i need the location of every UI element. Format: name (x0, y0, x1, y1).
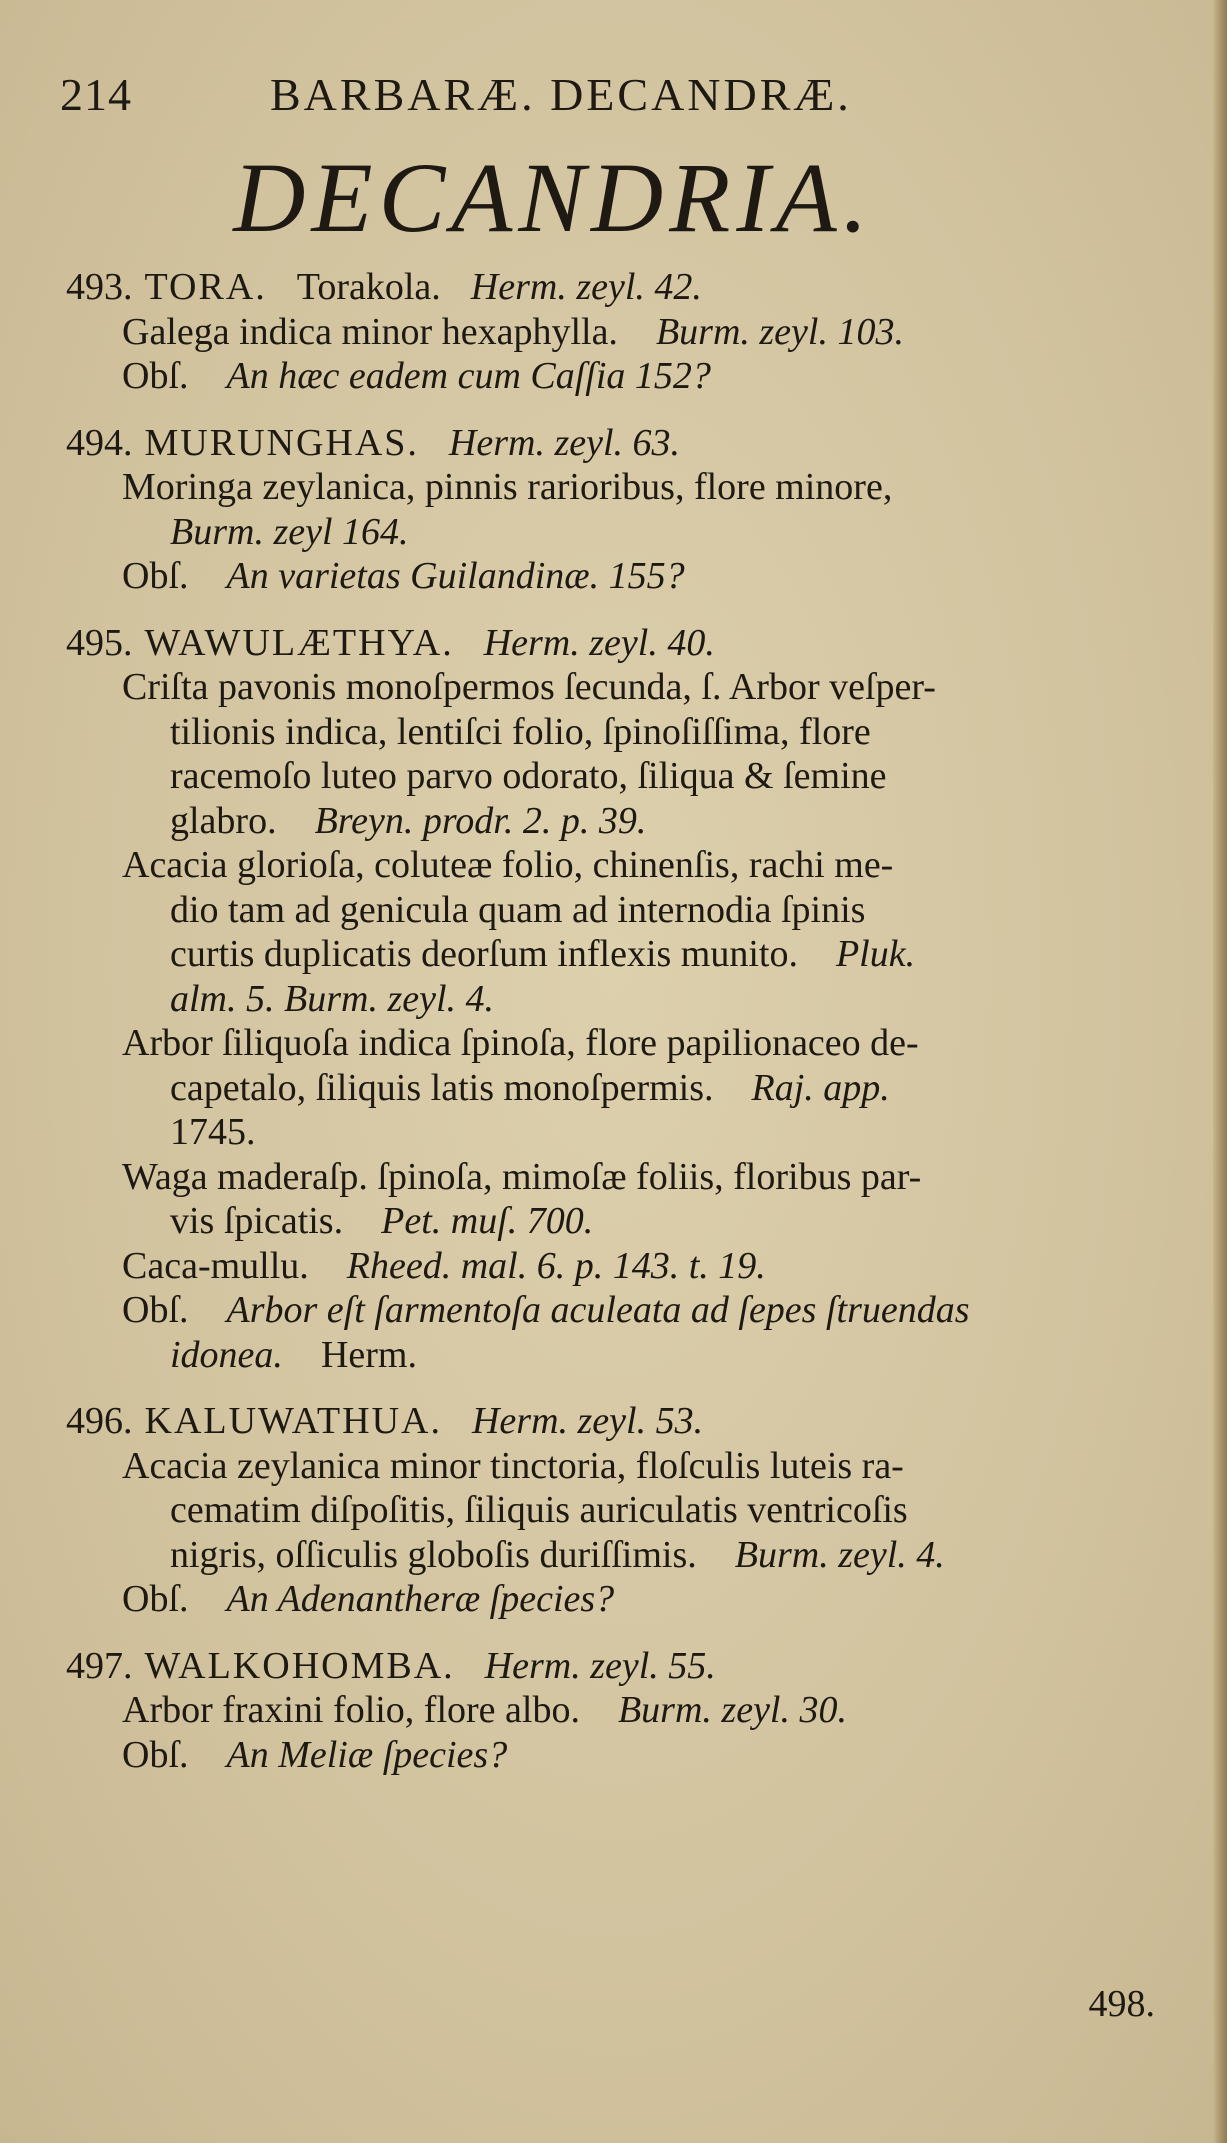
entry-line (66, 1688, 1176, 1733)
line-text: Arbor ſiliquoſa indica ſpinoſa, flore papilionaceo de- (122, 1022, 919, 1064)
line-reference: An Adenantheræ ſpecies? (226, 1578, 615, 1620)
entry-heading (66, 621, 1176, 666)
entry-name: MURUNGHAS. (144, 421, 419, 464)
entry-line (66, 665, 1176, 710)
line-text: curtis duplicatis deorſum inflexis munito. (170, 933, 798, 975)
line-text: Obſ. (122, 555, 189, 597)
line-text: Acacia glorioſa, coluteæ folio, chinenſis, rachi me- (122, 844, 894, 886)
entry-name: WAWULÆTHYA. (144, 621, 454, 664)
entry-number: 494. (66, 421, 133, 464)
line-reference: Raj. app. (751, 1066, 890, 1109)
line-text: Criſta pavonis monoſpermos ſecunda, ſ. Arbor veſper- (122, 666, 936, 708)
entry-line (66, 1577, 1176, 1622)
line-text: Caca-mullu. (122, 1244, 309, 1287)
entry-line (66, 1488, 1176, 1533)
line-text: Moringa zeylanica, pinnis rarioribus, flore minore, (122, 466, 893, 508)
line-reference: Breyn. prodr. 2. p. 39. (314, 799, 647, 842)
entry-line (66, 465, 1176, 510)
entry-vernacular: Torakola. (296, 266, 441, 308)
line-text: 1745. (170, 1111, 256, 1153)
entry-line (66, 554, 1176, 599)
line-text: vis ſpicatis. (170, 1200, 344, 1242)
entry-line (66, 710, 1176, 755)
line-text: Waga maderaſp. ſpinoſa, mimoſæ foliis, floribus par- (122, 1155, 922, 1198)
catchword: 498. (1088, 1983, 1155, 2025)
running-title: BARBARÆ. DECANDRÆ. (270, 69, 852, 120)
entry-line (66, 354, 1176, 399)
line-tail: Herm. (320, 1333, 417, 1376)
entry (66, 421, 1176, 599)
entry-reference: Herm. zeyl. 53. (471, 1400, 704, 1442)
entry-line (66, 1733, 1176, 1778)
line-reference: Burm. zeyl. 4. (734, 1533, 945, 1576)
line-text: Obſ. (122, 1578, 189, 1620)
line-reference: Pluk. (835, 933, 916, 975)
entry-line (66, 932, 1176, 977)
entry-heading (66, 421, 1176, 466)
entry-line (66, 1066, 1176, 1111)
line-reference: alm. 5. Burm. zeyl. 4. (170, 977, 495, 1020)
entry (66, 1644, 1176, 1778)
entry-line (66, 1333, 1176, 1378)
entry-number: 497. (66, 1644, 133, 1687)
entry-line (66, 888, 1176, 933)
entry-line (66, 1155, 1176, 1200)
entry-line (66, 510, 1176, 555)
line-reference: An hæc eadem cum Caſſia 152? (226, 355, 711, 397)
entry-line (66, 1533, 1176, 1578)
line-text: Acacia zeylanica minor tinctoria, floſculis luteis ra- (122, 1444, 904, 1487)
entry (66, 1399, 1176, 1622)
entry-line (66, 1444, 1176, 1489)
entry-heading (66, 1399, 1176, 1444)
line-reference: Burm. zeyl. 30. (617, 1689, 847, 1731)
line-text: Obſ. (122, 355, 189, 397)
entry-line (66, 977, 1176, 1022)
entry-line (66, 799, 1176, 844)
line-text: dio tam ad genicula quam ad internodia ſpinis (170, 888, 866, 931)
entry-heading (66, 1644, 1176, 1689)
entry-reference: Herm. zeyl. 40. (483, 621, 715, 664)
entry-line (66, 754, 1176, 799)
line-text: capetalo, ſiliquis latis monoſpermis. (170, 1066, 714, 1109)
entry-line (66, 1021, 1176, 1066)
page-number: 214 (60, 69, 132, 120)
entry-line (66, 310, 1176, 355)
entry-reference: Herm. zeyl. 55. (484, 1644, 716, 1687)
line-reference: Burm. zeyl. 103. (655, 310, 904, 353)
entries-list (66, 265, 1176, 1799)
entry-number: 496. (66, 1400, 133, 1442)
entry-line (66, 1288, 1176, 1333)
line-reference: idonea. (170, 1333, 283, 1376)
line-text: glabro. (170, 799, 277, 842)
entry-reference: Herm. zeyl. 42. (470, 266, 702, 308)
entry-line (66, 843, 1176, 888)
line-reference: Burm. zeyl 164. (170, 510, 409, 553)
entry-heading (66, 265, 1176, 310)
line-reference: Pet. muſ. 700. (381, 1200, 594, 1242)
line-text: tilionis indica, lentiſci folio, ſpinoſiſſima, flore (170, 710, 871, 753)
entry-name: WALKOHOMBA. (144, 1644, 455, 1687)
line-text: racemoſo luteo parvo odorato, ſiliqua & ſemine (170, 755, 887, 797)
entry-line (66, 1244, 1176, 1289)
entry-number: 495. (66, 621, 133, 664)
line-text: Galega indica minor hexaphylla. (122, 310, 618, 353)
entry-name: KALUWATHUA. (144, 1400, 442, 1442)
page-edge (1213, 0, 1227, 2143)
line-text: cematim diſpoſitis, ſiliquis auriculatis ventricoſis (170, 1489, 908, 1531)
section-title: DECANDRIA. (233, 142, 874, 253)
line-reference: An Meliæ ſpecies? (226, 1733, 508, 1776)
line-reference: An varietas Guilandinæ. 155? (226, 555, 685, 597)
line-reference: Arbor eſt ſarmentoſa aculeata ad ſepes ſtruendas (226, 1289, 970, 1331)
line-text: Obſ. (122, 1289, 189, 1331)
entry (66, 265, 1176, 399)
entry-reference: Herm. zeyl. 63. (448, 421, 681, 464)
line-text: Obſ. (122, 1733, 189, 1776)
running-header (60, 68, 960, 128)
entry-name: TORA. (144, 266, 267, 308)
entry-line (66, 1199, 1176, 1244)
entry-line (66, 1110, 1176, 1155)
line-reference: Rheed. mal. 6. p. 143. t. 19. (346, 1244, 766, 1287)
line-text: nigris, oſſiculis globoſis duriſſimis. (170, 1533, 697, 1576)
entry-number: 493. (66, 266, 133, 308)
entry (66, 621, 1176, 1378)
line-text: Arbor fraxini folio, flore albo. (122, 1689, 580, 1731)
